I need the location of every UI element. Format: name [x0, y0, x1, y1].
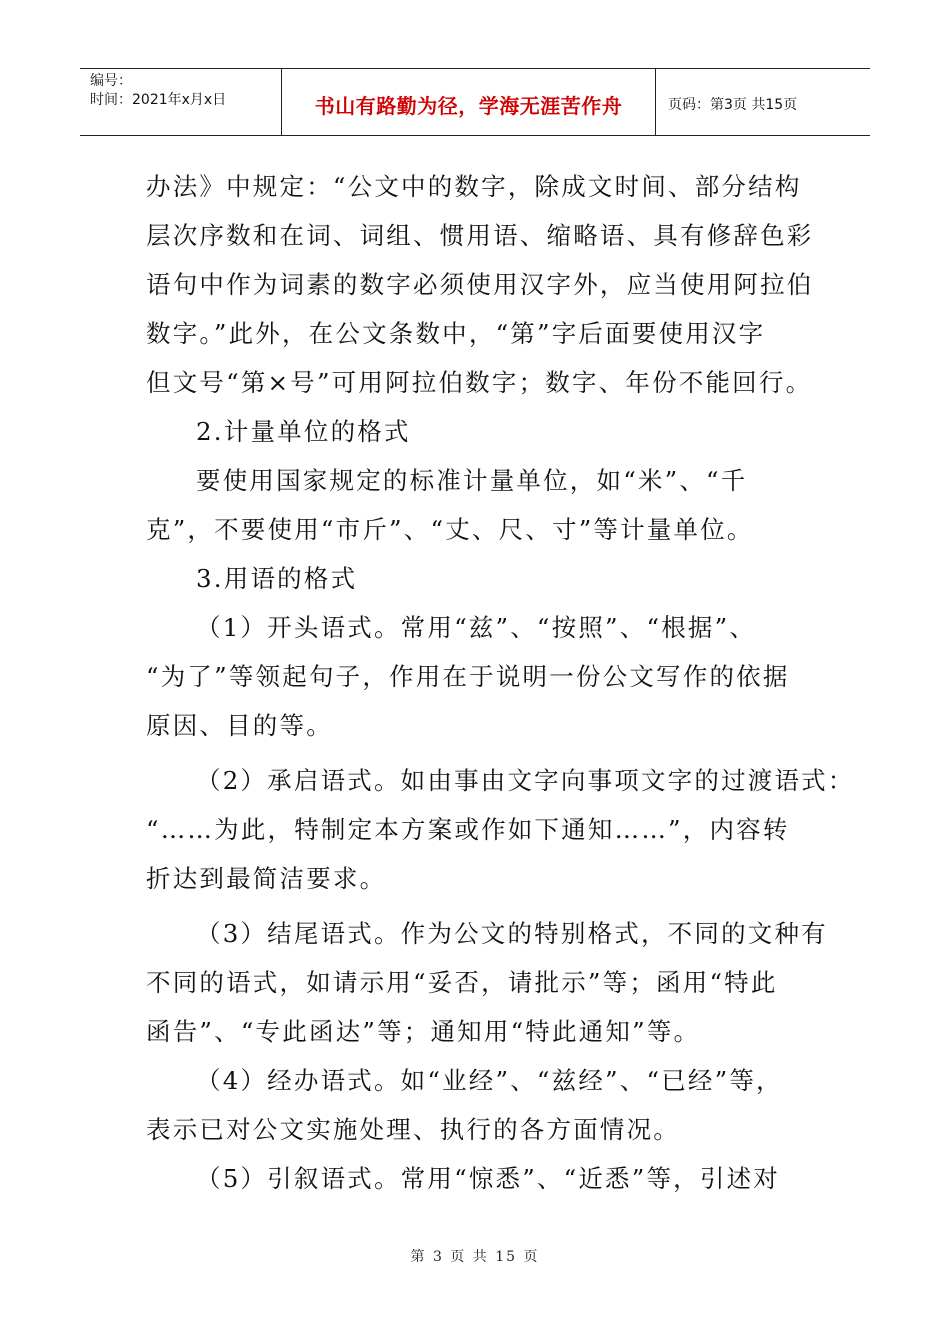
body-line: 折达到最简洁要求。	[146, 864, 387, 893]
body-line: 要使用国家规定的标准计量单位，如“米”、“千	[196, 466, 748, 495]
body-line: （1）开头语式。常用“兹”、“按照”、“根据”、	[196, 613, 757, 642]
document-time-label: 时间：2021年x月x日	[90, 92, 227, 108]
body-line: 函告”、“专此函达”等；通知用“特此通知”等。	[146, 1017, 701, 1046]
body-line: 克”，不要使用“市斤”、“丈、尺、寸”等计量单位。	[146, 515, 754, 544]
body-line: 语句中作为词素的数字必须使用汉字外，应当使用阿拉伯	[146, 270, 814, 299]
header-page-info: 页码：第3页 共15页	[668, 97, 798, 113]
section-heading: 3.用语的格式	[196, 564, 358, 593]
body-line: “为了”等领起句子，作用在于说明一份公文写作的依据	[146, 662, 790, 691]
body-line: “……为此，特制定本方案或作如下通知……”，内容转	[146, 815, 790, 844]
body-line: 表示已对公文实施处理、执行的各方面情况。	[146, 1115, 680, 1144]
body-line: 但文号“第×号”可用阿拉伯数字；数字、年份不能回行。	[146, 368, 813, 397]
document-number-label: 编号：	[90, 73, 132, 89]
body-line: 层次序数和在词、词组、惯用语、缩略语、具有修辞色彩	[146, 221, 814, 250]
document-header	[80, 68, 870, 136]
body-line: 数字。”此外，在公文条数中，“第”字后面要使用汉字	[146, 319, 766, 348]
body-line: 不同的语式，如请示用“妥否，请批示”等；函用“特此	[146, 968, 778, 997]
body-line: （3）结尾语式。作为公文的特别格式，不同的文种有	[196, 919, 828, 948]
header-meta	[80, 69, 282, 135]
body-line: （5）引叙语式。常用“惊悉”、“近悉”等，引述对	[196, 1164, 780, 1193]
document-body	[146, 162, 855, 1203]
body-line: 原因、目的等。	[146, 711, 333, 740]
body-line: （4）经办语式。如“业经”、“兹经”、“已经”等，	[196, 1066, 783, 1095]
body-line: 办法》中规定：“公文中的数字，除成文时间、部分结构	[146, 172, 802, 201]
header-motto: 书山有路勤为径，学海无涯苦作舟	[282, 69, 656, 135]
section-heading: 2.计量单位的格式	[196, 417, 411, 446]
body-line: （2）承启语式。如由事由文字向事项文字的过渡语式：	[196, 766, 855, 795]
page-footer: 第 3 页 共 15 页	[410, 1249, 540, 1265]
